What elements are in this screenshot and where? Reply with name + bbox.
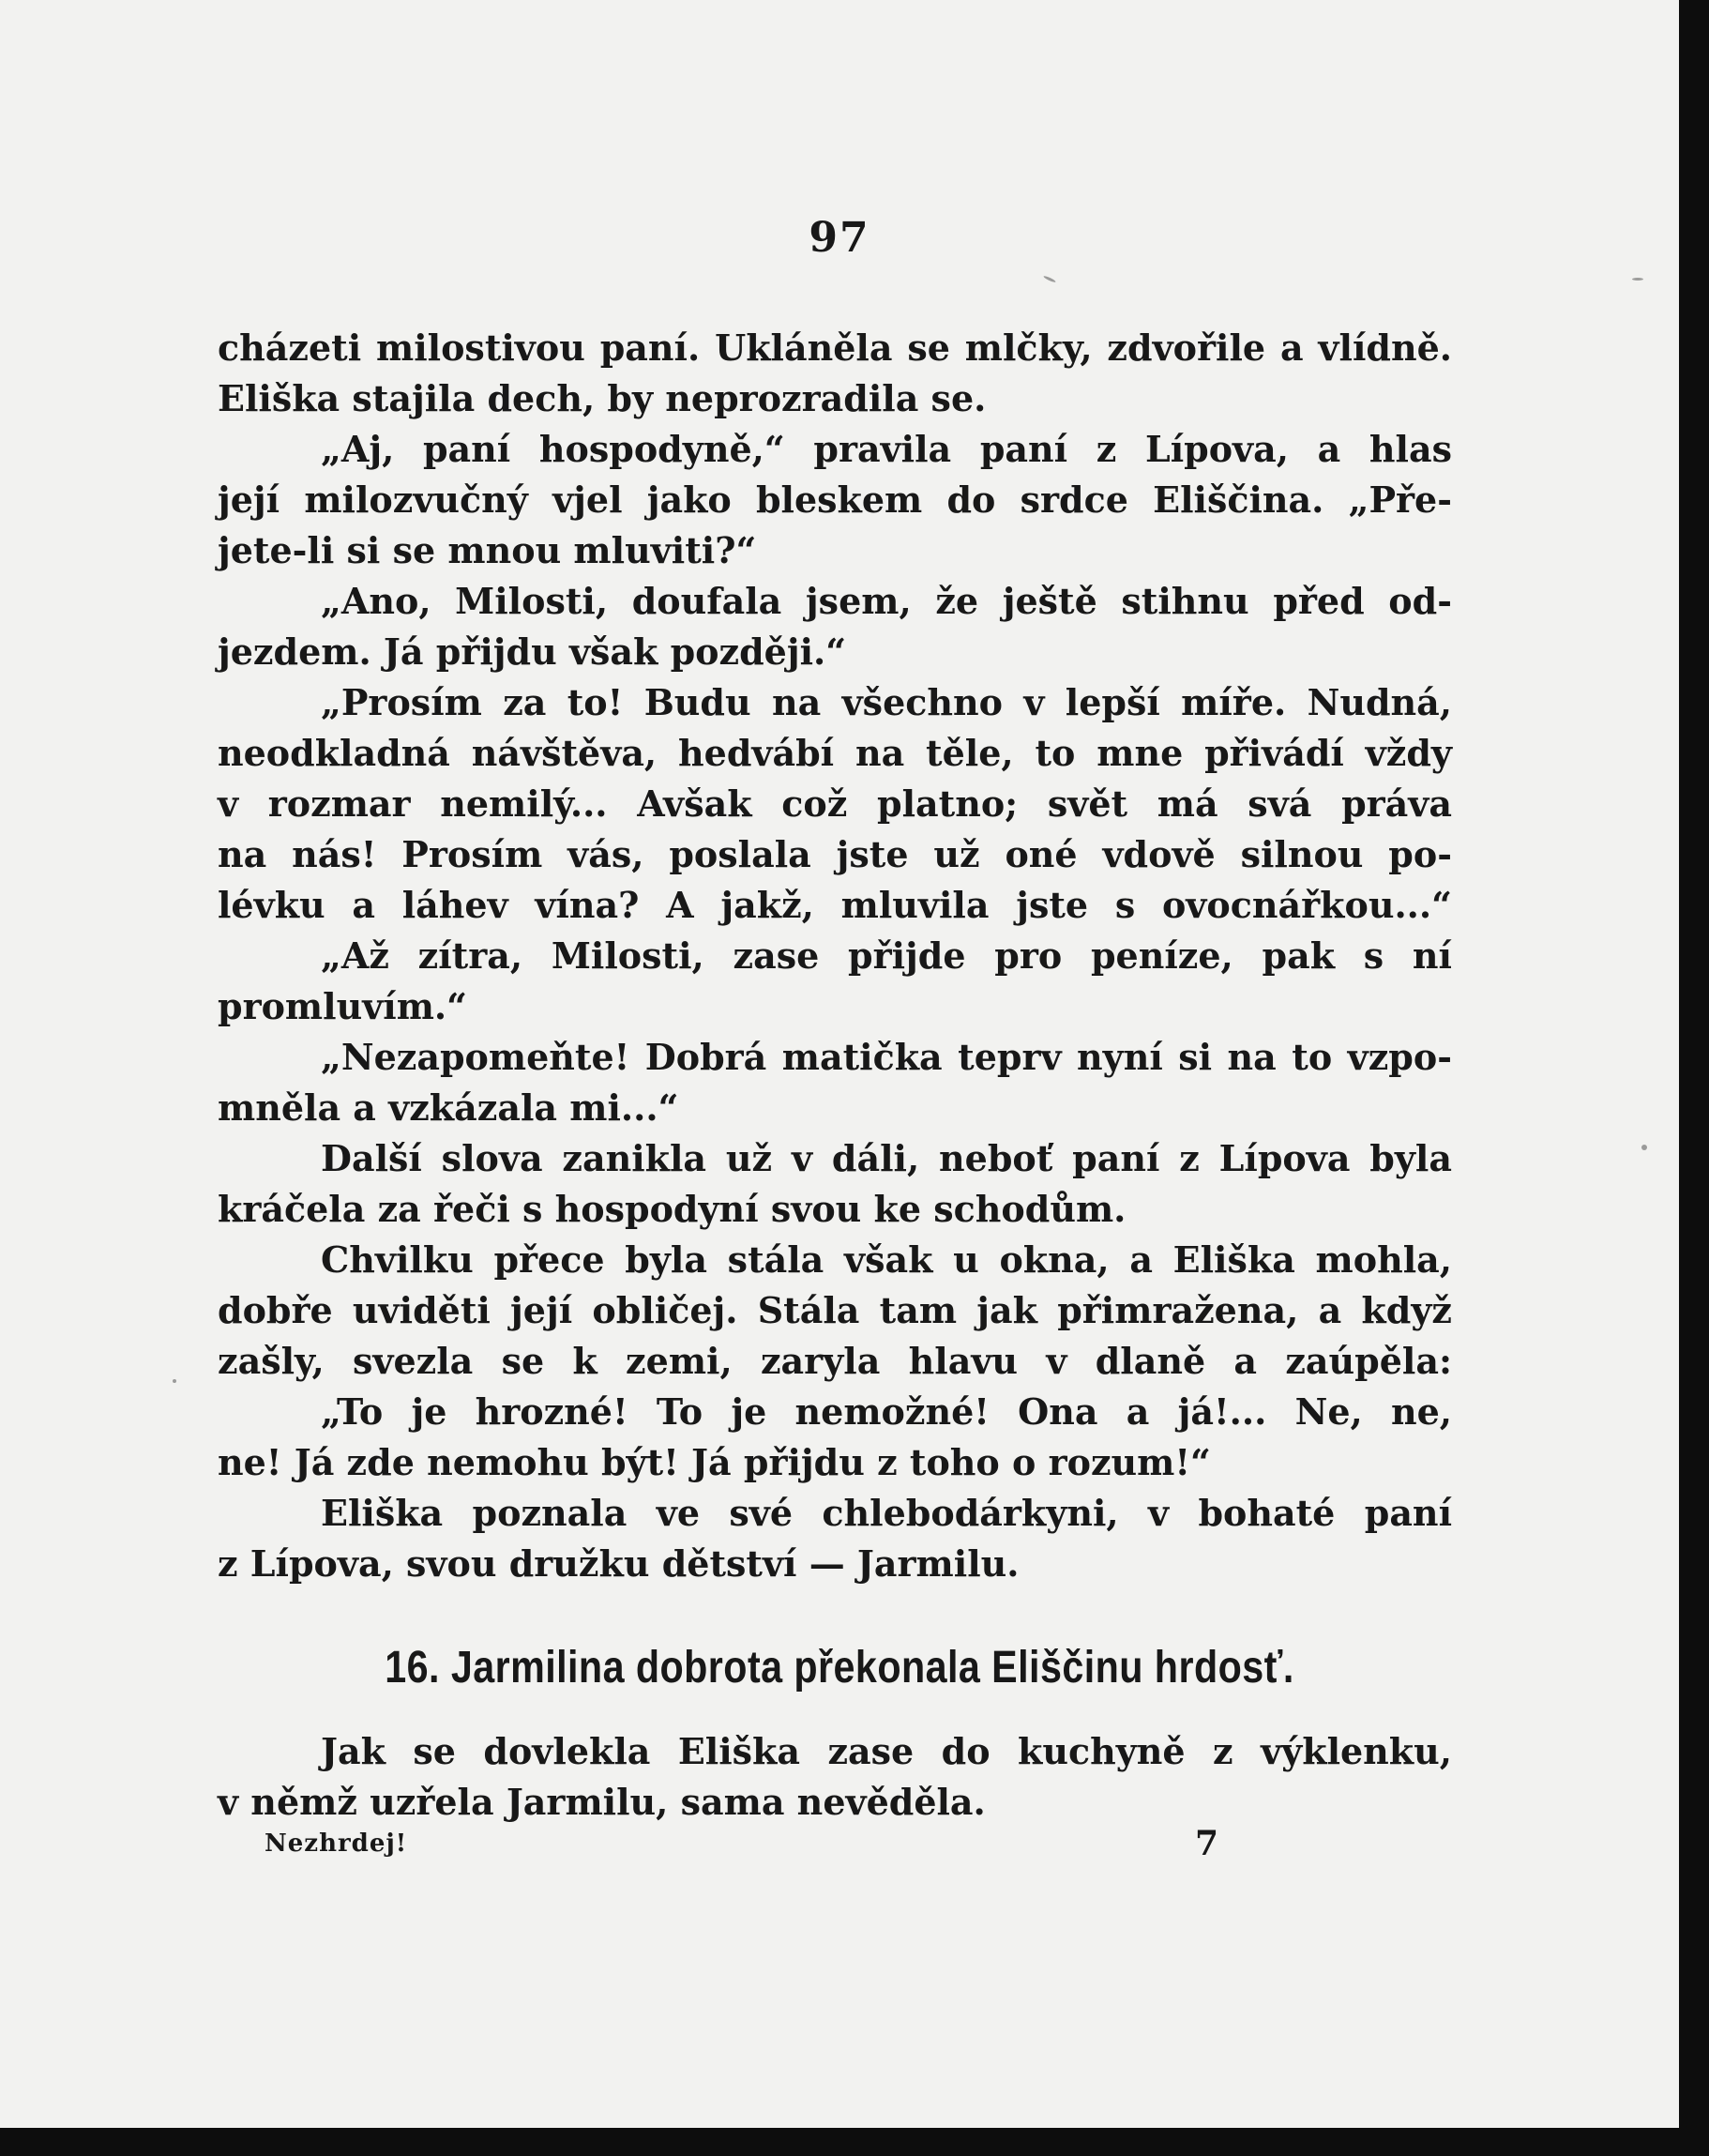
text-line: její milozvučný vjel jako bleskem do srdce Eliščina. „Pře- (218, 478, 1452, 521)
text-line: „Až zítra, Milosti, zase přijde pro peníze, pak s ní (321, 934, 1452, 977)
text-line: „Nezapomeňte! Dobrá matička teprv nyní si na to vzpo- (321, 1036, 1452, 1078)
scan-edge-bottom (0, 2128, 1709, 2156)
paper-speck (1043, 275, 1056, 283)
text-line: Eliška poznala ve své chlebodárkyni, v bohaté paní (321, 1492, 1452, 1534)
text-line: cházeti milostivou paní. Ukláněla se mlčky, zdvořile a vlídně. (218, 326, 1452, 369)
text-line: Další slova zanikla už v dáli, neboť paní z Lípova byla (321, 1137, 1452, 1179)
chapter-text-line: Jak se dovlekla Eliška zase do kuchyně z výklenku, (321, 1730, 1452, 1772)
text-line: ne! Já zde nemohu být! Já přijdu z toho o rozum!“ (218, 1441, 1211, 1483)
text-line: v rozmar nemilý... Avšak což platno; svět má svá práva (218, 782, 1452, 825)
body-text (218, 323, 1452, 1589)
text-line: lévku a láhev vína? A jakž, mluvila jste s ovocnářkou...“ (218, 884, 1452, 926)
text-line: jezdem. Já přijdu však později.“ (218, 630, 847, 673)
text-line: kráčela za řeči s hospodyní svou ke schodům. (218, 1188, 1127, 1230)
text-line: zašly, svezla se k zemi, zaryla hlavu v dlaně a zaúpěla: (218, 1340, 1452, 1382)
paper-speck (1641, 1145, 1647, 1150)
text-line: „To je hrozné! To je nemožné! Ona a já!... Ne, ne, (321, 1390, 1452, 1433)
chapter-text (218, 1726, 1452, 1828)
chapter-text-line: v němž uzřela Jarmilu, sama nevěděla. (218, 1781, 986, 1823)
text-line: neodkladná návštěva, hedvábí na těle, to mne přivádí vždy (218, 732, 1452, 774)
signature-mark: Nezhrdej! (265, 1830, 408, 1858)
text-line: z Lípova, svou družku dětství — Jarmilu. (218, 1542, 1020, 1585)
text-line: mněla a vzkázala mi...“ (218, 1086, 679, 1129)
chapter-heading: 16. Jarmilina dobrota překonala Eliščinu hrdosť. (385, 1643, 1294, 1693)
text-line: „Aj, paní hospodyně,“ pravila paní z Lípova, a hlas (321, 428, 1452, 470)
page-number: 97 (809, 214, 870, 262)
scan-edge-right (1679, 0, 1709, 2156)
text-line: dobře uviděti její obličej. Stála tam jak přimražena, a když (218, 1289, 1452, 1331)
text-line: promluvím.“ (218, 985, 468, 1027)
paper-speck (1632, 278, 1643, 281)
text-line: na nás! Prosím vás, poslala jste už oné vdově silnou po- (218, 833, 1452, 875)
text-line: „Prosím za to! Budu na všechno v lepší míře. Nudná, (321, 681, 1452, 723)
text-line: Chvilku přece byla stála však u okna, a Eliška mohla, (321, 1238, 1452, 1281)
paper-speck (173, 1379, 176, 1383)
text-line: jete-li si se mnou mluviti?“ (218, 529, 757, 571)
text-line: Eliška stajila dech, by neprozradila se. (218, 377, 987, 419)
text-line: „Ano, Milosti, doufala jsem, že ještě stihnu před od- (321, 580, 1452, 622)
sheet-number: 7 (1195, 1824, 1219, 1863)
